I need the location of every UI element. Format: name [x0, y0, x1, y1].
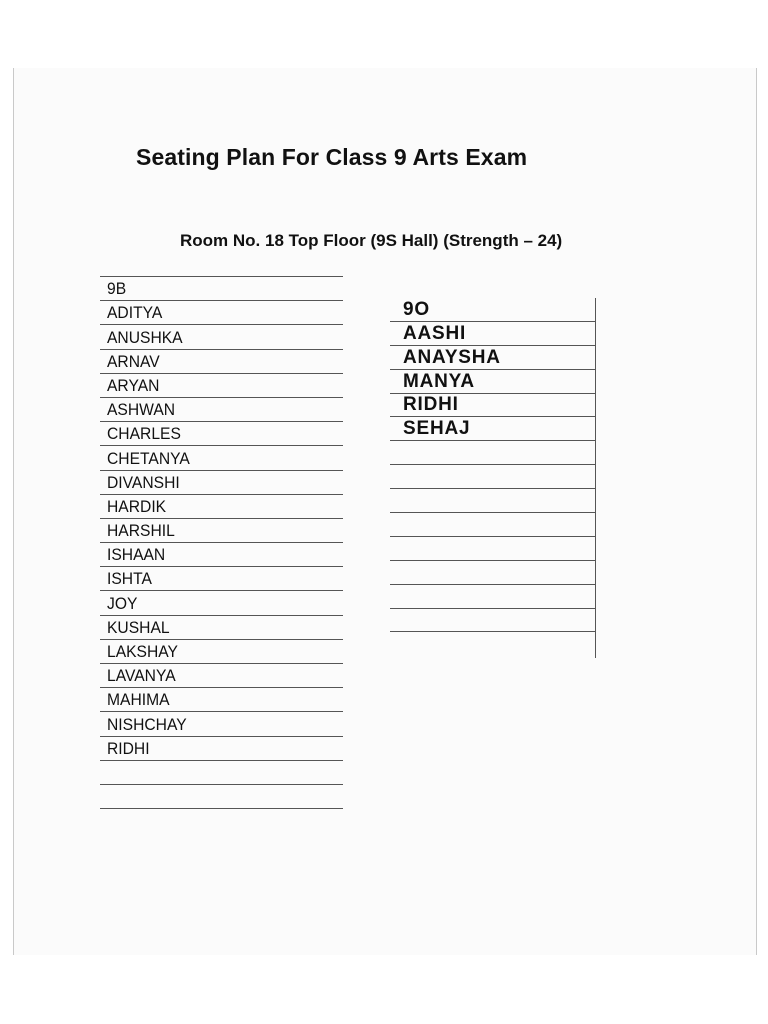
list-item — [100, 495, 343, 519]
list-item — [100, 688, 343, 712]
student-name: ISHTA — [107, 569, 152, 589]
list-item — [100, 471, 343, 495]
section-label: 9O — [403, 298, 430, 320]
list-item — [390, 417, 595, 441]
student-name: MAHIMA — [107, 690, 170, 710]
list-header — [390, 298, 595, 322]
page-title: Seating Plan For Class 9 Arts Exam — [136, 144, 528, 170]
student-name: LAKSHAY — [107, 642, 178, 661]
empty-row — [390, 537, 595, 561]
student-name: AASHI — [403, 322, 467, 344]
section-label: 9B — [107, 279, 127, 299]
student-name: HARDIK — [107, 496, 167, 516]
right-seating-list — [390, 298, 596, 658]
student-name: RIDHI — [403, 394, 459, 416]
student-name: ARYAN — [107, 375, 160, 395]
student-name: HARSHIL — [107, 521, 175, 541]
left-seating-list — [100, 276, 343, 809]
empty-row — [100, 785, 343, 809]
list-item — [390, 322, 595, 346]
list-item — [100, 446, 343, 470]
empty-row — [390, 513, 595, 537]
student-name: ADITYA — [107, 303, 163, 323]
list-item — [100, 374, 343, 398]
student-name: CHARLES — [107, 424, 181, 444]
list-item — [100, 325, 343, 349]
list-item — [100, 301, 343, 325]
student-name: KUSHAL — [107, 617, 170, 637]
student-name: JOY — [107, 593, 138, 613]
student-name: ANAYSHA — [403, 346, 501, 368]
empty-row — [100, 761, 343, 785]
list-header — [100, 277, 343, 301]
list-item — [100, 616, 343, 640]
empty-row — [390, 489, 595, 513]
empty-row — [390, 465, 595, 489]
list-item — [100, 591, 343, 615]
empty-row — [390, 609, 595, 633]
room-info: Room No. 18 Top Floor (9S Hall) (Strength – 24) — [180, 231, 563, 250]
list-item — [100, 567, 343, 591]
student-name: LAVANYA — [107, 666, 176, 686]
list-item — [390, 370, 595, 394]
student-name: ARNAV — [107, 351, 160, 371]
empty-row — [390, 585, 595, 609]
student-name: CHETANYA — [107, 448, 190, 468]
list-item — [100, 640, 343, 664]
list-item — [390, 346, 595, 370]
empty-row — [390, 561, 595, 585]
list-item — [100, 422, 343, 446]
student-name: RIDHI — [107, 738, 150, 758]
list-item — [100, 664, 343, 688]
list-item — [100, 519, 343, 543]
student-name: MANYA — [403, 370, 475, 392]
student-name: SEHAJ — [403, 418, 471, 440]
empty-row — [390, 441, 595, 465]
list-item — [100, 543, 343, 567]
student-name: DIVANSHI — [107, 472, 180, 492]
list-item — [100, 398, 343, 422]
student-name: NISHCHAY — [107, 714, 187, 734]
list-item — [100, 737, 343, 761]
list-item — [100, 712, 343, 736]
student-name: ASHWAN — [107, 400, 176, 420]
student-name: ANUSHKA — [107, 327, 183, 347]
student-name: ISHAAN — [107, 545, 166, 565]
list-item — [100, 350, 343, 374]
list-item — [390, 394, 595, 418]
